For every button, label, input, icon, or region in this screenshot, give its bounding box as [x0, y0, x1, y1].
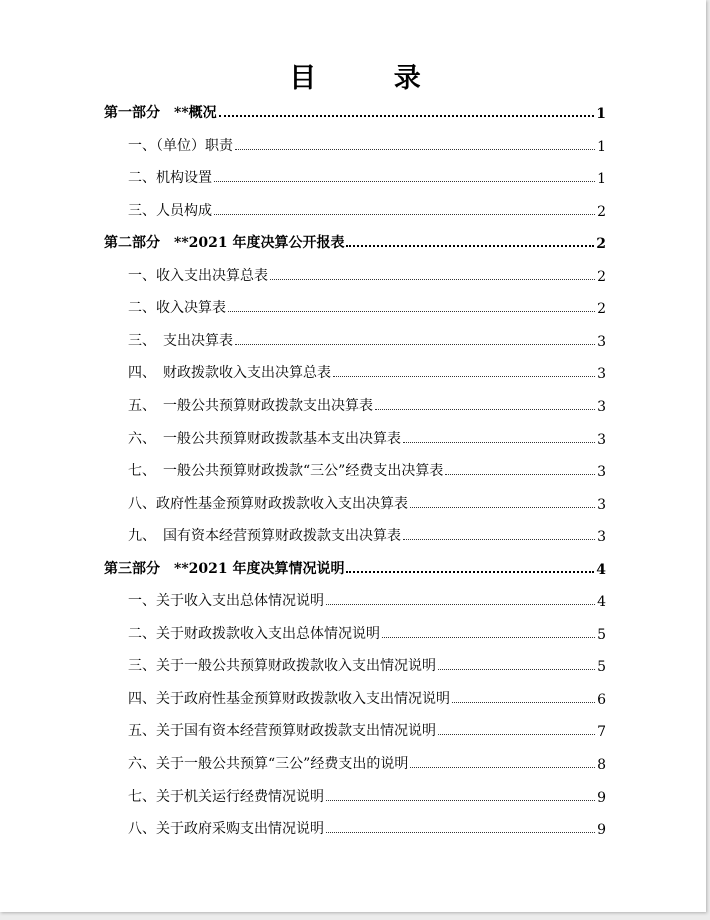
toc-entry-label: 第二部分 **2021 年度决算公开报表 — [104, 235, 345, 252]
toc-entry-label: 一、关于收入支出总体情况说明 — [128, 593, 324, 610]
toc-leader-dots — [214, 213, 595, 215]
toc-leader-dots — [333, 375, 595, 377]
toc-entry[interactable] — [128, 393, 606, 415]
toc-section-entry[interactable] — [104, 230, 606, 252]
toc-entry-label: 一、（单位）职责 — [128, 137, 233, 154]
toc-leader-dots — [445, 473, 595, 475]
toc-leader-dots — [438, 668, 595, 670]
toc-leader-dots — [219, 114, 595, 117]
toc-entry[interactable] — [128, 426, 606, 448]
toc-entry-label: 五、关于国有资本经营预算财政拨款支出情况说明 — [128, 723, 436, 740]
toc-entry[interactable] — [128, 263, 606, 285]
toc-entry[interactable] — [128, 621, 606, 643]
toc-entry-label: 第三部分 **2021 年度决算情况说明 — [104, 560, 345, 577]
toc-leader-dots — [410, 506, 595, 508]
toc-page-number: 3 — [597, 398, 606, 415]
toc-section-entry[interactable] — [104, 556, 606, 578]
toc-entry[interactable] — [128, 523, 606, 545]
toc-entry-label: 二、关于财政拨款收入支出总体情况说明 — [128, 625, 380, 642]
toc-leader-dots — [346, 244, 594, 247]
toc-entry[interactable] — [128, 816, 606, 838]
toc-page-number: 3 — [597, 431, 606, 448]
toc-leader-dots — [326, 831, 595, 833]
toc-page-number: 1 — [597, 171, 606, 188]
toc-entry-label: 八、政府性基金预算财政拨款收入支出决算表 — [128, 495, 408, 512]
toc-entry[interactable] — [128, 784, 606, 806]
toc-page-number: 3 — [597, 464, 606, 481]
toc-leader-dots — [452, 701, 595, 703]
toc-entry[interactable] — [128, 491, 606, 513]
toc-entry-label: 七、关于机关运行经费情况说明 — [128, 788, 324, 805]
toc-leader-dots — [270, 278, 595, 280]
toc-entry-label: 一、收入支出决算总表 — [128, 267, 268, 284]
toc-entry[interactable] — [128, 718, 606, 740]
toc-entry[interactable] — [128, 653, 606, 675]
toc-leader-dots — [410, 766, 595, 768]
toc-page-number: 9 — [597, 789, 606, 806]
toc-leader-dots — [235, 343, 595, 345]
toc-page-number: 2 — [597, 268, 606, 285]
toc-entry[interactable] — [128, 751, 606, 773]
toc-entry-label: 八、关于政府采购支出情况说明 — [128, 821, 324, 838]
toc-entry[interactable] — [128, 295, 606, 317]
toc-entry-label: 三、关于一般公共预算财政拨款收入支出情况说明 — [128, 658, 436, 675]
toc-page-number: 3 — [597, 333, 606, 350]
toc-section-entry[interactable] — [104, 100, 606, 122]
toc-entry-label: 二、收入决算表 — [128, 300, 226, 317]
toc-page-number: 8 — [597, 757, 606, 773]
toc-page-number: 3 — [597, 496, 606, 513]
toc-leader-dots — [214, 180, 595, 182]
toc-page-number: 3 — [597, 529, 606, 546]
toc-entry[interactable] — [128, 458, 606, 480]
toc-leader-dots — [403, 441, 595, 443]
toc-page-number: 9 — [597, 822, 606, 839]
toc-entry[interactable] — [128, 165, 606, 187]
toc-leader-dots — [326, 603, 595, 605]
toc-page-number: 5 — [597, 659, 606, 676]
toc-leader-dots — [228, 310, 595, 312]
toc-entry-label: 六、关于一般公共预算“三公”经费支出的说明 — [128, 756, 409, 772]
toc-page-number: 1 — [597, 138, 606, 155]
toc-leader-dots — [375, 408, 595, 410]
toc-entry[interactable] — [128, 588, 606, 610]
toc-page-number: 2 — [597, 203, 606, 220]
toc-page-number: 5 — [597, 626, 606, 643]
toc-page-number: 4 — [597, 594, 606, 611]
toc-entry[interactable] — [128, 198, 606, 220]
toc-leader-dots — [403, 538, 595, 540]
toc-entry-label: 四、 财政拨款收入支出决算总表 — [128, 365, 331, 382]
toc-leader-dots — [346, 570, 594, 573]
toc-leader-dots — [235, 148, 595, 150]
toc-entry-label: 四、关于政府性基金预算财政拨款收入支出情况说明 — [128, 690, 450, 707]
toc-title: 目 录 — [289, 63, 455, 94]
toc-entry-label: 三、 支出决算表 — [128, 332, 233, 349]
toc-entry[interactable] — [128, 328, 606, 350]
toc-page-number: 2 — [596, 236, 606, 253]
toc-leader-dots — [326, 799, 595, 801]
toc-page-number: 1 — [596, 106, 606, 122]
toc-page-number: 7 — [597, 724, 606, 741]
toc-leader-dots — [382, 636, 595, 638]
toc-entry-label: 六、 一般公共预算财政拨款基本支出决算表 — [128, 430, 401, 447]
toc-page-number: 4 — [596, 561, 606, 578]
toc-page-number: 3 — [597, 366, 606, 383]
toc-entry[interactable] — [128, 686, 606, 708]
toc-entry-label: 九、 国有资本经营预算财政拨款支出决算表 — [128, 528, 401, 545]
toc-leader-dots — [438, 733, 595, 735]
toc-entry-label: 三、人员构成 — [128, 202, 212, 219]
toc-page-number: 6 — [597, 691, 606, 708]
toc-entry[interactable] — [128, 133, 606, 155]
toc-entry-label: 五、 一般公共预算财政拨款支出决算表 — [128, 397, 373, 414]
toc-entry-label: 第一部分 **概况 — [104, 105, 217, 121]
toc-entry-label: 二、机构设置 — [128, 170, 212, 187]
toc-entry-label: 七、 一般公共预算财政拨款“三公”经费支出决算表 — [128, 463, 444, 480]
toc-page-number: 2 — [597, 301, 606, 318]
toc-entry[interactable] — [128, 360, 606, 382]
